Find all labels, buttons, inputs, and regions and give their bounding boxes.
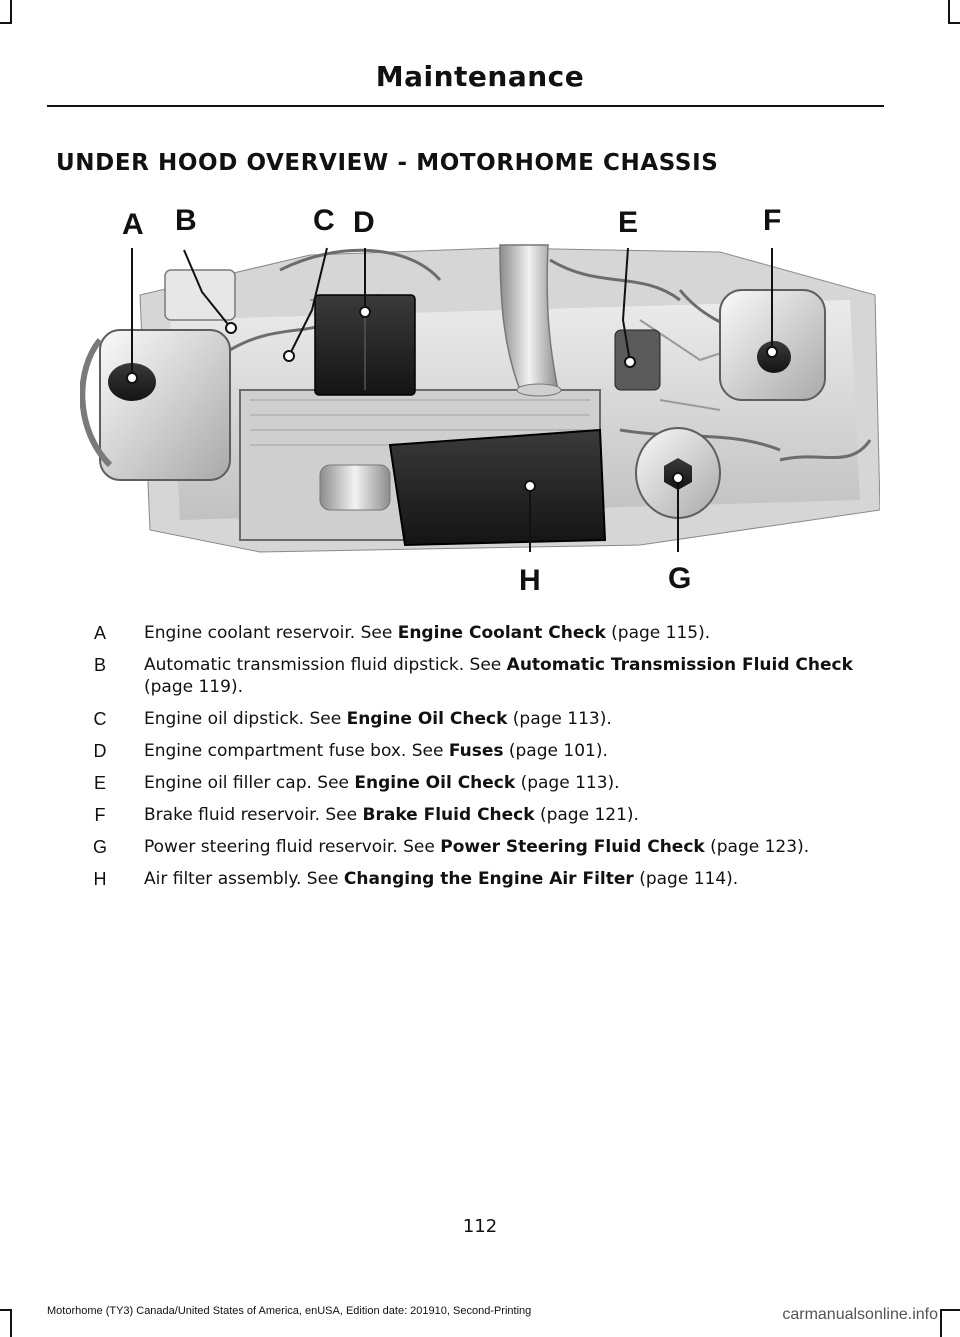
legend-text: Engine oil dipstick. See Engine Oil Check (page 113). [144, 709, 612, 729]
callout-label-f: F [763, 204, 782, 237]
legend-reference: Engine Coolant Check [397, 623, 606, 643]
callout-label-b: B [175, 204, 197, 237]
legend-key: D [93, 741, 107, 761]
callout-label-a: A [122, 208, 144, 241]
callout-label-g: G [668, 562, 692, 595]
legend-key: A [93, 623, 106, 643]
legend-key: E [93, 773, 106, 793]
crop-mark [940, 1309, 942, 1337]
legend-text: Engine coolant reservoir. See Engine Coolant Check (page 115). [144, 623, 711, 643]
header-divider [47, 105, 884, 107]
legend-text: Power steering fluid reservoir. See Power Steering Fluid Check (page 123). [144, 837, 810, 857]
callout-label-h: H [519, 564, 541, 597]
callout-legend [80, 622, 880, 900]
crop-mark [948, 0, 950, 24]
legend-text: Engine compartment fuse box. See Fuses (page 101). [144, 741, 608, 761]
section-title: UNDER HOOD OVERVIEW - MOTORHOME CHASSIS [56, 150, 719, 176]
crop-mark [0, 22, 12, 24]
callout-label-d: D [353, 206, 375, 239]
legend-text: Brake fluid reservoir. See Brake Fluid Check (page 121). [144, 805, 639, 825]
legend-item [80, 772, 880, 794]
legend-key: F [94, 805, 106, 825]
watermark-text: carmanualsonline.info [782, 1306, 938, 1323]
page-number: 112 [462, 1216, 498, 1237]
crop-mark [940, 1309, 960, 1311]
crop-mark [10, 1309, 12, 1337]
legend-item [80, 868, 880, 890]
crop-mark [0, 1309, 12, 1311]
callout-label-c: C [313, 204, 335, 237]
legend-reference: Fuses [448, 741, 504, 761]
crop-mark [10, 0, 12, 24]
legend-text: Automatic transmission fluid dipstick. See Automatic Transmission Fluid Check (page 119). [144, 655, 853, 697]
legend-text: Engine oil filler cap. See Engine Oil Check (page 113). [144, 773, 620, 793]
legend-key: C [93, 709, 107, 729]
legend-reference: Brake Fluid Check [362, 805, 535, 825]
legend-reference: Engine Oil Check [354, 773, 516, 793]
footer-edition-info: Motorhome (TY3) Canada/United States of America, enUSA, Edition date: 201910, Second-Printing [47, 1305, 532, 1317]
engine-bay-svg [80, 200, 880, 600]
legend-item [80, 836, 880, 858]
legend-key: G [92, 837, 107, 857]
legend-item [80, 654, 880, 698]
callout-label-e: E [618, 206, 639, 239]
legend-reference: Engine Oil Check [346, 709, 508, 729]
legend-key: B [93, 655, 106, 675]
legend-item [80, 804, 880, 826]
legend-text: Air filter assembly. See Changing the Engine Air Filter (page 114). [144, 869, 739, 889]
legend-key: H [93, 869, 107, 889]
legend-reference: Changing the Engine Air Filter [343, 869, 634, 889]
legend-item [80, 708, 880, 730]
engine-bay-illustration [80, 200, 880, 600]
legend-reference: Automatic Transmission Fluid Check [506, 655, 853, 675]
legend-item [80, 740, 880, 762]
crop-mark [948, 22, 960, 24]
legend-item [80, 622, 880, 644]
legend-reference: Power Steering Fluid Check [440, 837, 705, 857]
page-header-title: Maintenance [375, 60, 585, 93]
